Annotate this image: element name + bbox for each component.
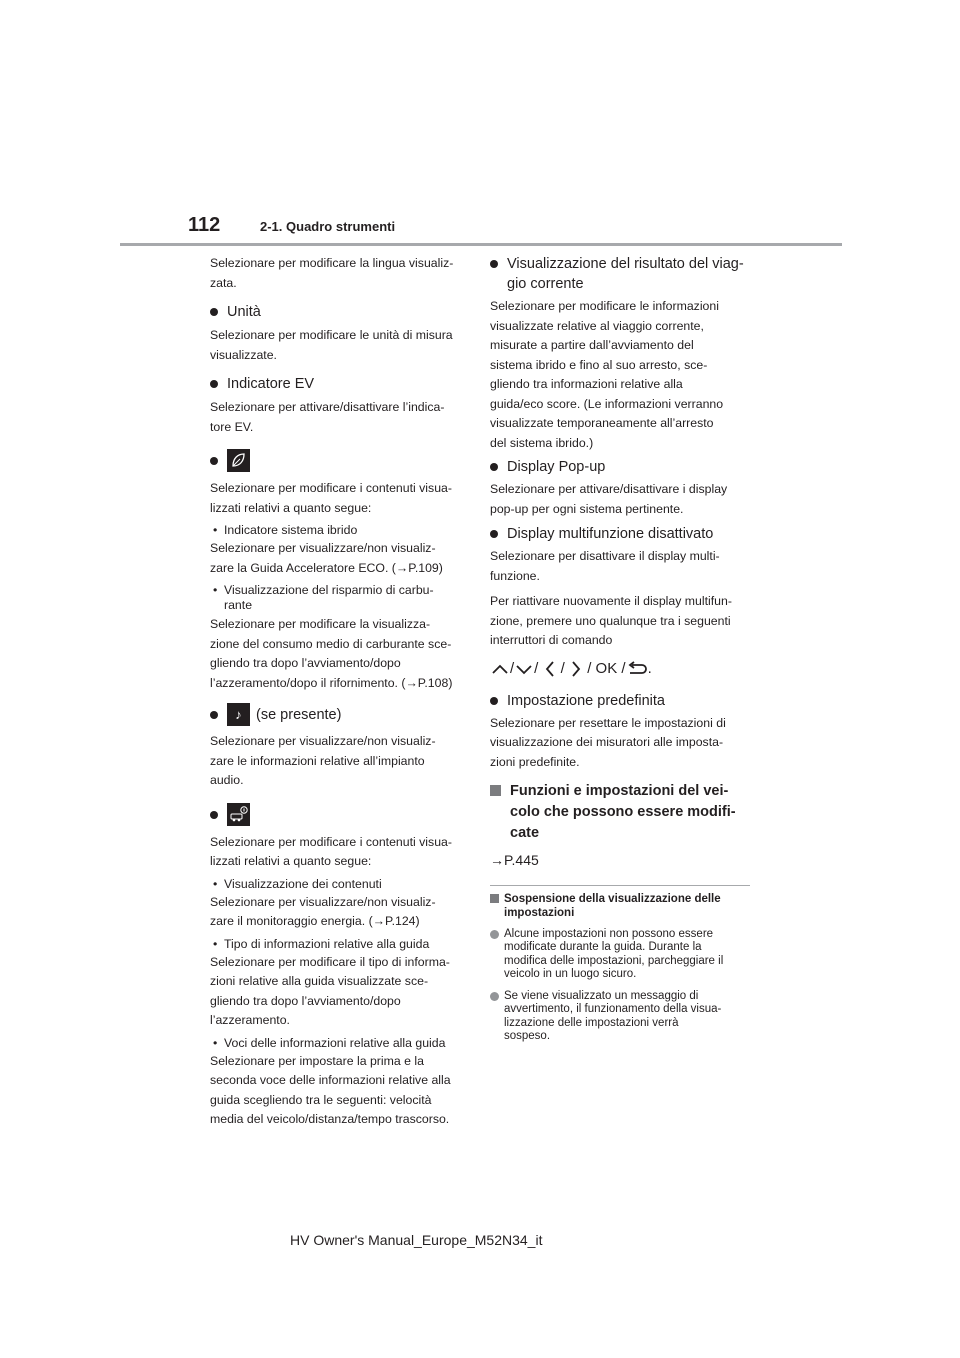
multi-desc-2: Per riattivare nuovamente il display multifun- zione, premere uno qualunque tra i seguenti interruttori di comando xyxy=(490,594,732,647)
right-column xyxy=(490,252,748,1044)
control-switch-list: / / / / OK / . xyxy=(490,659,748,679)
chevron-left-icon xyxy=(543,659,557,679)
heading-eco xyxy=(210,449,468,472)
heading-unita: Unità xyxy=(210,302,468,322)
chapter-title: 2-1. Quadro strumenti xyxy=(260,219,396,234)
chevron-down-icon xyxy=(514,662,534,676)
multi-desc: Selezionare per disattivare il display multi- funzione. xyxy=(490,549,720,583)
notes-divider xyxy=(490,885,750,886)
heading-vehicle-functions: Funzioni e impostazioni del vei- colo che possono essere modifi- cate xyxy=(490,781,748,844)
note-item-1: Alcune impostazioni non possono essere modificate durante la guida. Durante la modifica delle impostazioni, parcheggiare il veicolo in un luogo sicuro. xyxy=(490,928,748,982)
ok-switch-label: OK xyxy=(595,659,618,677)
ev-desc: Selezionare per attivare/disattivare l’indica- tore EV. xyxy=(210,400,445,434)
drive-item-3: • Voci delle informazioni relative alla guida xyxy=(213,1035,446,1050)
trip-desc: Selezionare per modificare le informazioni visualizzate relative al viaggio corrente, misurate a partire dall’avviamento del sistema ibrido e fino al suo arresto, sce- gliendo tra informazioni relative alla guida/eco score. (Le informazioni verranno visualizzate temporaneamente all’arresto del sistema ibrido.) xyxy=(490,299,724,450)
default-desc: Selezionare per resettare le impostazioni di visualizzazione dei misuratori alle imposta- zioni predefinite. xyxy=(490,715,726,769)
functions-ref[interactable]: →P.445 xyxy=(490,852,539,868)
left-column xyxy=(210,252,468,1130)
notes-title: Sospensione della visualizzazione delle impostazioni xyxy=(490,892,748,920)
eco-item-1: • Indicatore sistema ibrido xyxy=(213,523,358,537)
heading-trip-result: Visualizzazione del risultato del viag- gio corrente xyxy=(490,254,748,294)
heading-indicatore-ev: Indicatore EV xyxy=(210,374,468,394)
drive-item-2-desc: Selezionare per modificare il tipo di informa- zioni relative alla guida visualizzate sce- gliendo tra dopo l’avviamento/dopo l’azzeramento. xyxy=(210,954,450,1027)
drive-item-1-desc: Selezionare per visualizzare/non visualiz- zare il monitoraggio energia. (→P.124) xyxy=(210,894,436,928)
unita-desc: Selezionare per modificare le unità di misura visualizzate. xyxy=(210,328,453,362)
eco-item-2-desc: Selezionare per modificare la visualizza- zione del consumo medio di carburante sce- gliendo tra dopo l’avviamento/dopo l’azzeramento/dopo il rifornimento. (→P.108) xyxy=(210,617,453,690)
eco-item-1-desc: Selezionare per visualizzare/non visualiz- zare la Guida Acceleratore ECO. (→P.109) xyxy=(210,541,443,575)
heading-default-setting: Impostazione predefinita xyxy=(490,691,748,711)
popup-desc: Selezionare per attivare/disattivare i display pop-up per ogni sistema pertinente. xyxy=(490,482,728,516)
language-desc: Selezionare per modificare la lingua visualiz- zata. xyxy=(210,256,454,290)
drive-item-2: • Tipo di informazioni relative alla guida xyxy=(213,936,430,951)
header-rule xyxy=(120,243,842,246)
heading-audio: ♪ (se presente) xyxy=(210,703,468,726)
drive-desc: Selezionare per modificare i contenuti visua- lizzati relativi a quanto segue: xyxy=(210,834,452,868)
footer-manual-id: HV Owner's Manual_Europe_M52N34_it xyxy=(290,1232,543,1248)
note-item-2: Se viene visualizzato un messaggio di avvertimento, il funzionamento della visua- lizzazione delle impostazioni verrà sospeso. xyxy=(490,990,748,1044)
drive-item-3-desc: Selezionare per impostare la prima e la seconda voce delle informazioni relative alla guida scegliendo tra le seguenti: velocità media del veicolo/distanza/tempo trascorso. xyxy=(210,1053,451,1126)
heading-popup: Display Pop-up xyxy=(490,457,748,477)
audio-desc: Selezionare per visualizzare/non visualiz- zare le informazioni relative all’impianto audio. xyxy=(210,734,436,787)
chevron-right-icon xyxy=(569,659,583,679)
heading-drive-info xyxy=(210,803,468,826)
back-arrow-icon xyxy=(626,661,648,677)
leaf-icon xyxy=(227,449,250,472)
car-info-icon xyxy=(227,803,250,826)
eco-desc: Selezionare per modificare i contenuti visua- lizzati relativi a quanto segue: xyxy=(210,481,452,515)
chevron-up-icon xyxy=(490,662,510,676)
drive-item-1: • Visualizzazione dei contenuti xyxy=(213,876,382,891)
eco-item-2: • Visualizzazione del risparmio di carbu- rante xyxy=(213,583,434,612)
page-number: 112 xyxy=(188,214,221,236)
heading-multi-display-off: Display multifunzione disattivato xyxy=(490,524,748,544)
music-note-icon: ♪ xyxy=(227,703,250,726)
